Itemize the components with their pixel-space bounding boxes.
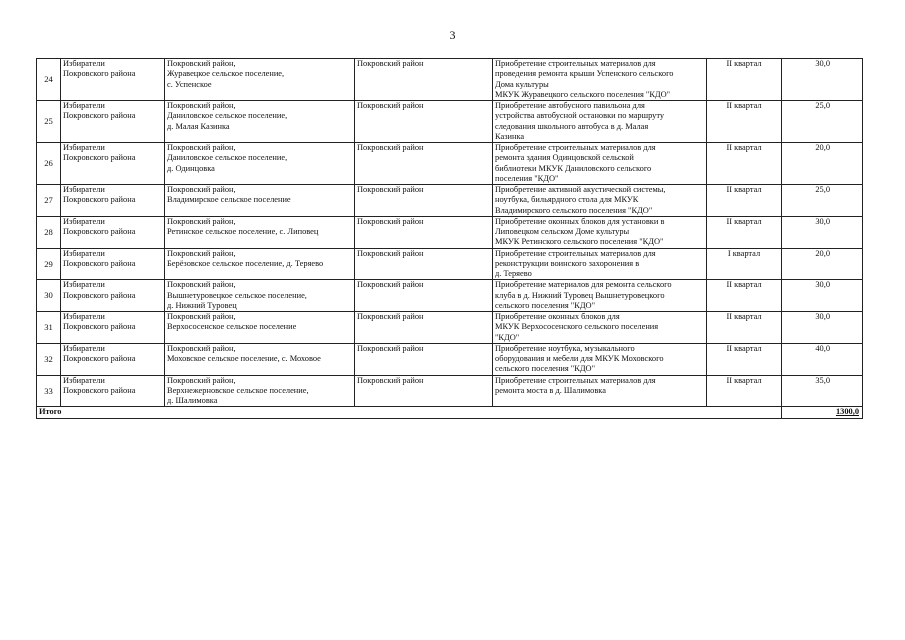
initiator-line: Покровского района [63,153,136,163]
address-line: Берёзовское сельское поселение, д. Теряево [167,258,324,268]
purpose-cell [493,375,707,407]
address-cell [165,248,355,280]
amount-cell: 20,0 [782,248,863,280]
address-line: д. Нижний Туровец [167,300,237,310]
quarter-cell: II квартал [707,343,782,375]
address-line: д. Одинцовка [167,163,215,173]
amount-cell: 30,0 [782,312,863,344]
amount-cell: 25,0 [782,101,863,143]
purpose-cell [493,248,707,280]
address-cell [165,185,355,217]
table-row [37,375,863,407]
address-line: с. Успенское [167,79,212,89]
amount-cell: 40,0 [782,343,863,375]
address-line: Ретинское сельское поселение, с. Липовец [167,227,319,236]
initiator-line: Избиратели [63,101,105,110]
district-cell: Покровский район [355,280,493,312]
address-line: Покровский район, [167,216,236,226]
district-cell: Покровский район [355,143,493,185]
district-cell: Покровский район [355,312,493,344]
initiator-line: Избиратели [63,143,105,152]
purpose-cell [493,312,707,344]
address-cell [165,59,355,101]
row-number: 25 [37,101,61,143]
quarter-cell: II квартал [707,101,782,143]
address-line: Даниловское сельское поселение, [167,111,288,121]
purpose-line: ремонта здания Одинцовской сельской [495,153,634,163]
row-number: 26 [37,143,61,185]
district-cell: Покровский район [355,185,493,217]
purpose-line: "КДО" [495,332,520,342]
quarter-cell: II квартал [707,375,782,407]
table-row [37,280,863,312]
initiator-line: Избиратели [63,248,105,258]
initiator-cell [61,59,165,101]
address-cell [165,280,355,312]
initiator-line: Избиратели [63,312,105,321]
purpose-cell [493,216,707,248]
purpose-line: проведения ремонта крыши Успенского сельского [495,69,674,79]
table-row [37,59,863,101]
initiator-line: Избиратели [63,185,105,194]
initiator-line: Избиратели [63,375,105,385]
initiator-line: Покровского района [63,354,136,363]
purpose-line: МКУК Верхососенского сельского поселения [495,322,659,332]
purpose-line: Дома культуры [495,79,549,89]
appropriations-table [36,58,863,419]
purpose-line: Приобретение ноутбука, музыкального [495,343,635,353]
purpose-line: Приобретение строительных материалов для [495,375,656,385]
purpose-line: библиотеки МКУК Даниловского сельского [495,163,652,173]
purpose-line: ремонта моста в д. Шалимовка [495,385,606,395]
address-line: Покровский район, [167,280,236,290]
table-row [37,185,863,217]
purpose-line: следования школьного автобуса в д. Малая [495,121,649,131]
page-number: 3 [449,28,456,42]
address-line: Владимирское сельское поселение [167,195,291,205]
initiator-line: Избиратели [63,216,105,226]
district-cell: Покровский район [355,59,493,101]
table-row [37,248,863,280]
address-line: Покровский район, [167,185,236,194]
purpose-cell [493,101,707,143]
address-line: Покровский район, [167,248,236,258]
table-row [37,216,863,248]
initiator-cell [61,216,165,248]
purpose-line: Приобретение оконных блоков для [495,312,620,321]
initiator-line: Покровского района [63,322,136,332]
purpose-line: Казинка [495,131,525,141]
row-number: 32 [37,343,61,375]
quarter-cell: I квартал [707,248,782,280]
row-number: 27 [37,185,61,217]
address-line: Вышнетуровецкое сельское поселение, [167,290,307,300]
initiator-line: Покровского района [63,258,136,268]
address-line: Журавецкое сельское поселение, [167,69,285,79]
address-cell [165,375,355,407]
purpose-line: МКУК Ретинского сельского поселения "КДО" [495,237,664,247]
amount-cell: 30,0 [782,280,863,312]
purpose-line: МКУК Журавецкого сельского поселения "КДО" [495,89,671,99]
initiator-cell [61,185,165,217]
total-row [37,407,863,418]
purpose-line: д. Теряево [495,269,532,278]
address-line: Покровский район, [167,59,236,68]
address-line: Верхососенское сельское поселение [167,322,297,332]
amount-cell: 30,0 [782,59,863,101]
quarter-cell: II квартал [707,59,782,101]
initiator-line: Покровского района [63,227,136,236]
initiator-line: Покровского района [63,111,136,121]
purpose-line: оборудования и мебели для МКУК Моховского [495,354,664,363]
address-cell [165,312,355,344]
address-line: Покровский район, [167,101,236,110]
row-number: 33 [37,375,61,407]
purpose-line: Владимирского сельского поселения "КДО" [495,205,653,215]
row-number: 28 [37,216,61,248]
row-number: 30 [37,280,61,312]
address-line: Покровский район, [167,143,236,152]
purpose-line: Приобретение материалов для ремонта сельского [495,280,672,290]
district-cell: Покровский район [355,216,493,248]
initiator-cell [61,143,165,185]
purpose-line: Липовецком сельском Доме культуры [495,227,630,236]
address-line: д. Малая Казинка [167,121,230,131]
address-cell [165,216,355,248]
quarter-cell: II квартал [707,216,782,248]
initiator-line: Покровского района [63,290,136,300]
district-cell: Покровский район [355,101,493,143]
purpose-cell [493,59,707,101]
initiator-cell [61,248,165,280]
table-row [37,343,863,375]
table-row [37,143,863,185]
address-line: Моховское сельское поселение, с. Моховое [167,354,321,363]
purpose-line: сельского поселения "КДО" [495,300,595,310]
amount-cell: 30,0 [782,216,863,248]
quarter-cell: II квартал [707,143,782,185]
initiator-line: Покровского района [63,385,136,395]
purpose-cell [493,185,707,217]
purpose-cell [493,280,707,312]
row-number: 24 [37,59,61,101]
initiator-cell [61,101,165,143]
purpose-cell [493,143,707,185]
total-value: 1300,0 [782,407,863,418]
row-number: 31 [37,312,61,344]
purpose-line: поселения "КДО" [495,173,559,183]
quarter-cell: II квартал [707,185,782,217]
purpose-line: Приобретение строительных материалов для [495,59,656,68]
purpose-line: реконструкции воинского захоронения в [495,258,640,268]
purpose-line: Приобретение строительных материалов для [495,248,656,258]
address-cell [165,101,355,143]
purpose-cell [493,343,707,375]
amount-cell: 20,0 [782,143,863,185]
total-label: Итого [37,407,782,418]
initiator-cell [61,280,165,312]
address-line: Даниловское сельское поселение, [167,153,288,163]
amount-cell: 25,0 [782,185,863,217]
address-line: д. Шалимовка [167,396,218,405]
initiator-line: Избиратели [63,280,105,290]
amount-cell: 35,0 [782,375,863,407]
district-cell: Покровский район [355,375,493,407]
table-row [37,101,863,143]
purpose-line: Приобретение оконных блоков для установки в [495,216,665,226]
table-row [37,312,863,344]
initiator-cell [61,375,165,407]
purpose-line: клуба в д. Нижний Туровец Вышнетуровецкого [495,290,665,300]
quarter-cell: II квартал [707,280,782,312]
purpose-line: Приобретение строительных материалов для [495,143,656,152]
address-cell [165,343,355,375]
purpose-line: Приобретение активной акустической системы, [495,185,666,194]
initiator-line: Покровского района [63,195,136,205]
initiator-line: Избиратели [63,343,105,353]
purpose-line: ноутбука, бильярдного стола для МКУК [495,195,639,205]
address-cell [165,143,355,185]
row-number: 29 [37,248,61,280]
initiator-cell [61,343,165,375]
purpose-line: Приобретение автобусного павильона для [495,101,645,110]
initiator-cell [61,312,165,344]
purpose-line: сельского поселения "КДО" [495,364,595,374]
address-line: Покровский район, [167,375,236,385]
address-line: Покровский район, [167,343,236,353]
district-cell: Покровский район [355,248,493,280]
initiator-line: Избиратели [63,59,105,68]
purpose-line: устройства автобусной остановки по маршруту [495,111,665,121]
initiator-line: Покровского района [63,69,136,79]
quarter-cell: II квартал [707,312,782,344]
district-cell: Покровский район [355,343,493,375]
address-line: Верхнежерновское сельское поселение, [167,385,309,395]
address-line: Покровский район, [167,312,236,321]
table-body [37,59,863,407]
